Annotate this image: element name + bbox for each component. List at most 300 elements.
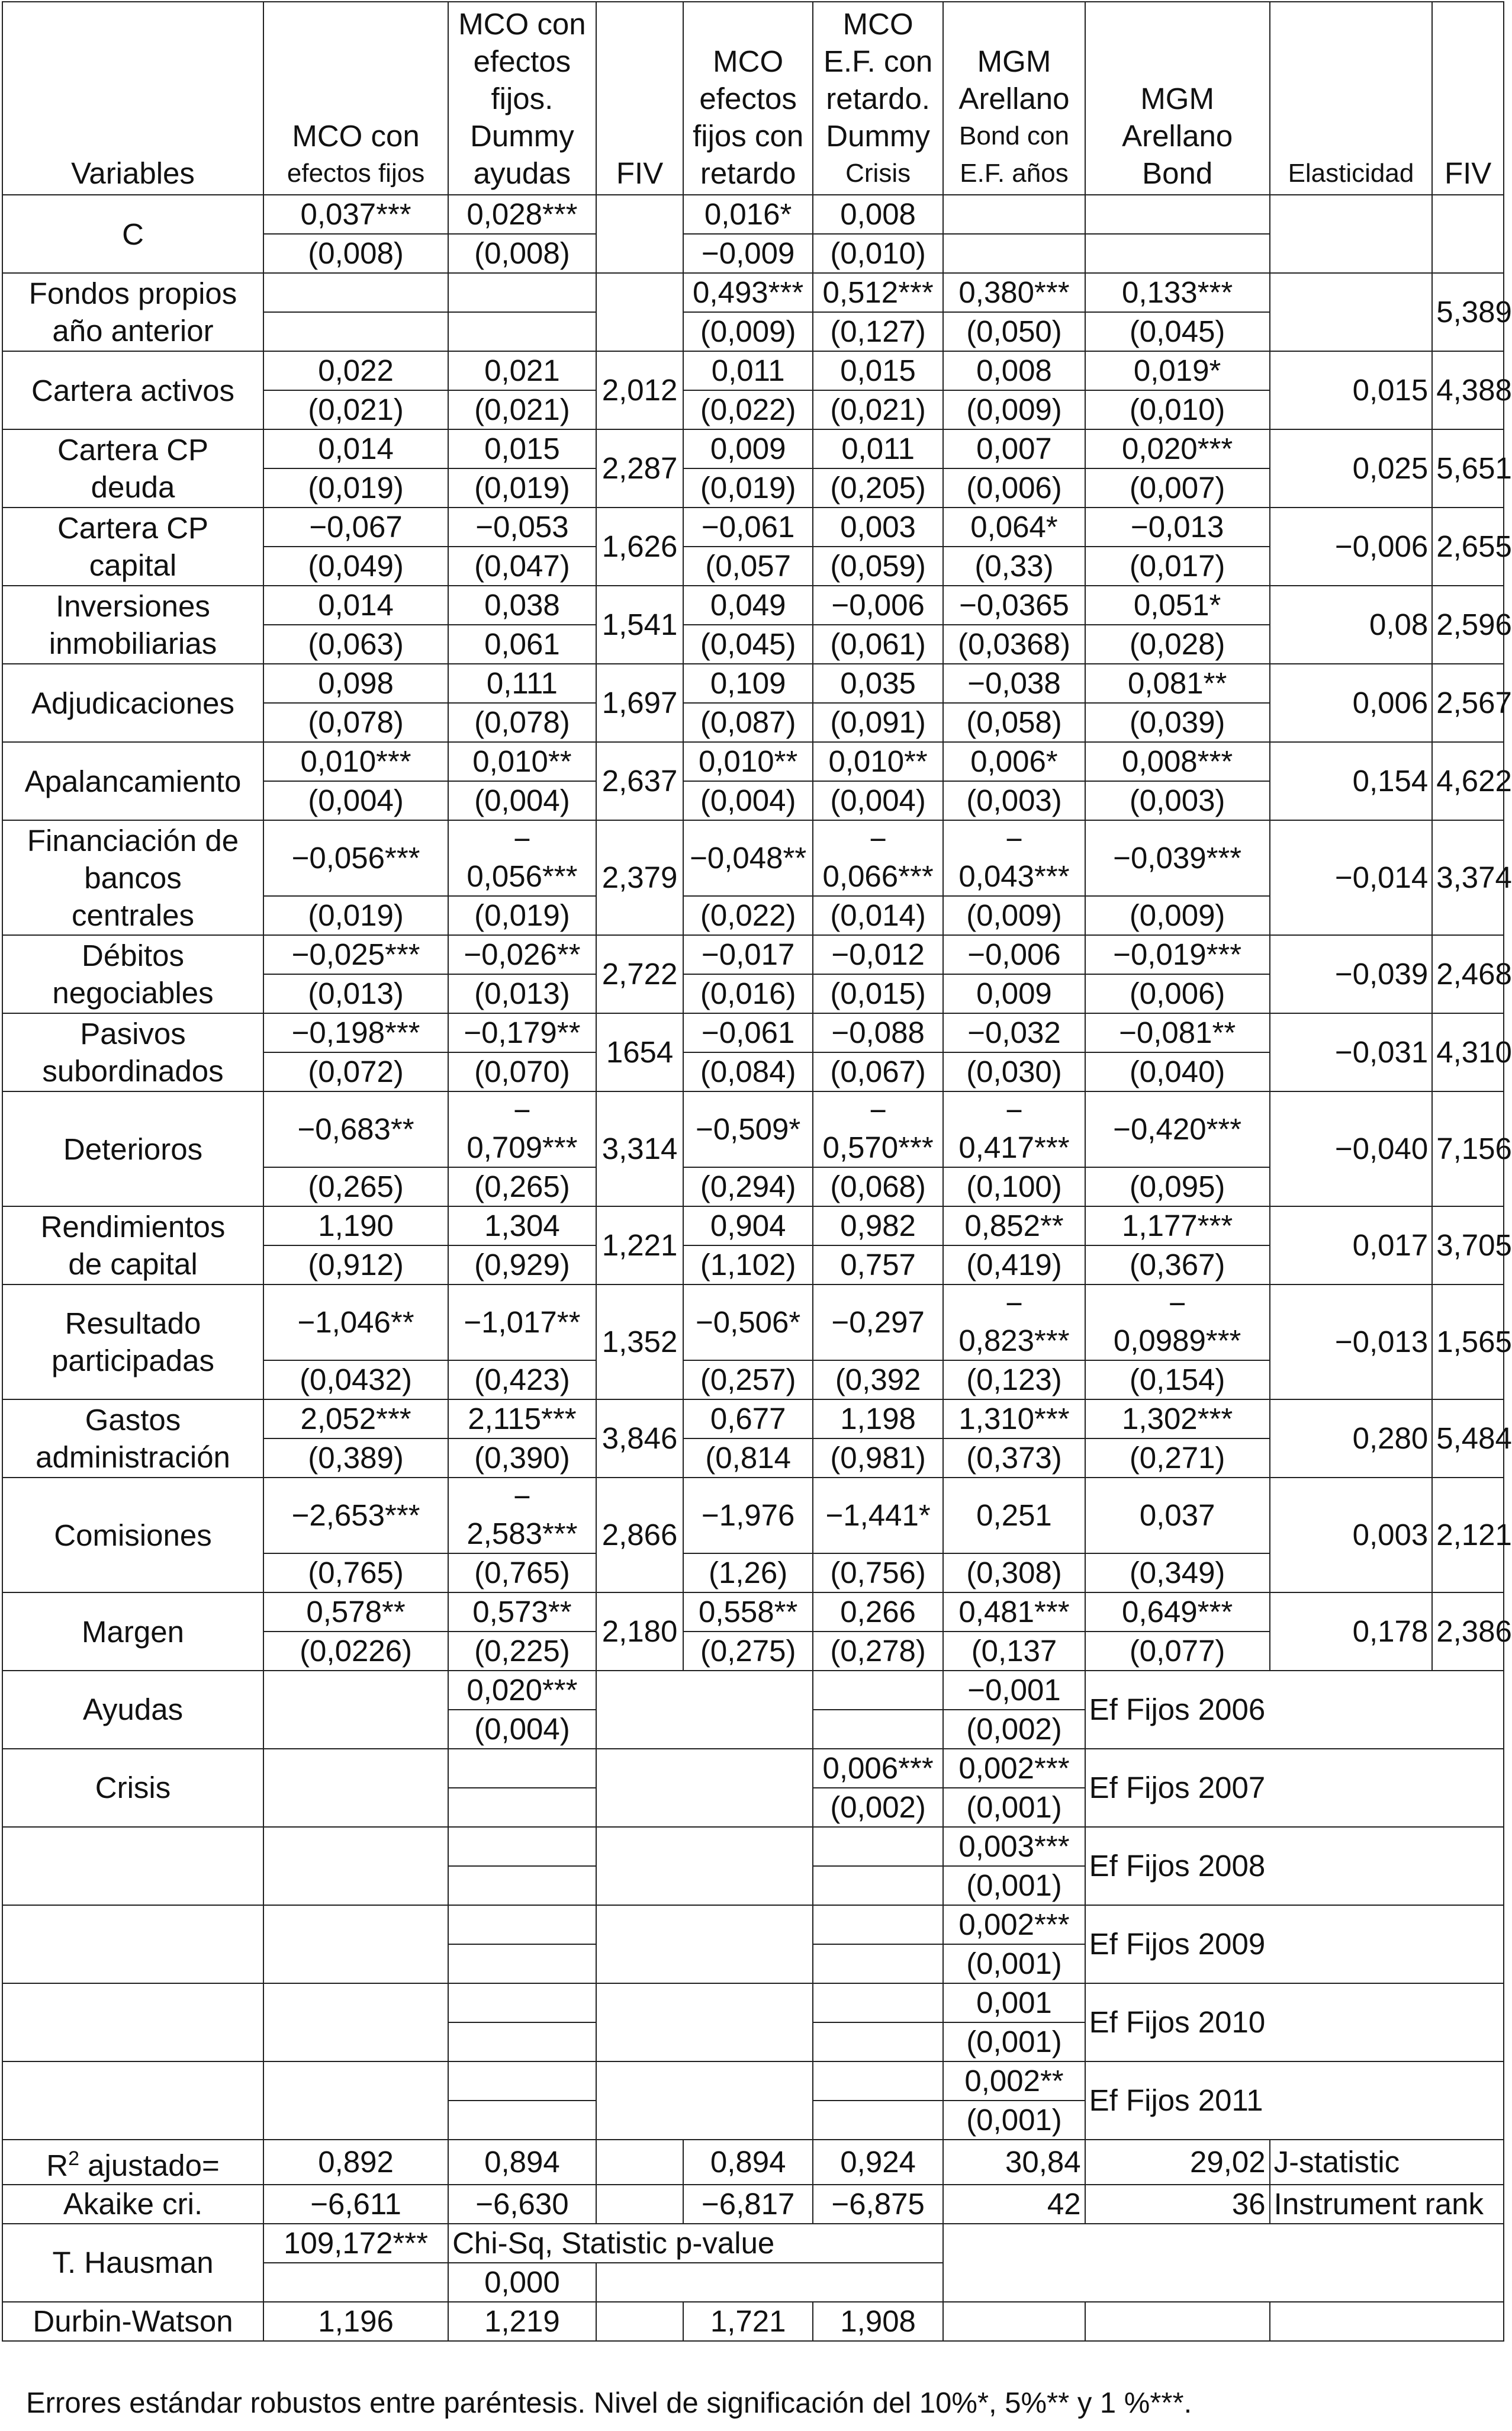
empty-cell (596, 1749, 813, 1827)
dummy-std-error-cell: (0,002) (813, 1788, 944, 1827)
dummy-std-error-cell: (0,001) (943, 1866, 1085, 1905)
std-error-cell: (0,008) (263, 234, 448, 273)
std-error-cell (1085, 234, 1270, 273)
std-error-cell: (0,072) (263, 1052, 448, 1091)
table-row (2, 1827, 1504, 1866)
hausman-value: 109,172*** (263, 2224, 448, 2263)
fiv2-cell: 3,705 (1432, 1206, 1504, 1284)
coefficient-cell: − 0,0989*** (1085, 1284, 1270, 1360)
table-row (2, 1206, 1504, 1245)
coefficient-cell: −0,013 (1085, 508, 1270, 547)
coefficient-cell: 0,019* (1085, 351, 1270, 390)
std-error-cell (943, 234, 1085, 273)
coefficient-cell: −0,006 (943, 935, 1085, 974)
fiv2-cell: 2,596 (1432, 586, 1504, 664)
coefficient-cell: 0,014 (263, 429, 448, 468)
coefficient-cell: −0,019*** (1085, 935, 1270, 974)
statistic-cell: 30,84 (943, 2140, 1085, 2185)
elasticity-cell: −0,040 (1270, 1091, 1433, 1206)
std-error-cell: (0,981) (813, 1438, 944, 1478)
fiv-cell: 3,314 (596, 1091, 684, 1206)
std-error-cell: (0,019) (263, 468, 448, 508)
statistic-cell: 36 (1085, 2185, 1270, 2224)
header-line: Bond (1142, 156, 1213, 190)
table-row (2, 1671, 1504, 1710)
std-error-cell: (0,059) (813, 547, 944, 586)
coefficient-cell: − 0,066*** (813, 820, 944, 896)
table-row (2, 1091, 1504, 1167)
coefficient-cell: −0,506* (683, 1284, 812, 1360)
fiv-cell: 3,846 (596, 1399, 684, 1478)
empty-cell (263, 2263, 448, 2302)
coefficient-cell: 0,008 (943, 351, 1085, 390)
std-error-cell: (1,102) (683, 1245, 812, 1284)
header-line: MCO (842, 7, 913, 41)
coefficient-cell: −0,056*** (263, 820, 448, 896)
coefficient-cell: −0,012 (813, 935, 944, 974)
statistic-cell: 42 (943, 2185, 1085, 2224)
dummy-std-error-cell (813, 2101, 944, 2140)
header-line: ayudas (473, 156, 571, 190)
table-row (2, 1478, 1504, 1553)
std-error-cell: 0,061 (448, 625, 596, 664)
std-error-cell: (0,265) (263, 1167, 448, 1206)
std-error-cell: (0,004) (263, 781, 448, 820)
table-row (2, 2061, 1504, 2101)
std-error-cell: (0,045) (1085, 312, 1270, 351)
dummy-coefficient-cell (813, 1983, 944, 2022)
coefficient-cell: 0,007 (943, 429, 1085, 468)
elasticity-cell: 0,178 (1270, 1592, 1433, 1671)
std-error-cell: (0,003) (943, 781, 1085, 820)
coefficient-cell: 0,037 (1085, 1478, 1270, 1553)
header-gmm-fixed-years (943, 2, 1085, 195)
coefficient-cell: − 2,583*** (448, 1478, 596, 1553)
variable-label: C (2, 195, 263, 273)
fixed-effect-label: Ef Fijos 2009 (1085, 1905, 1504, 1983)
table-row (2, 586, 1504, 625)
std-error-cell: (0,058) (943, 703, 1085, 742)
std-error-cell: (0,0368) (943, 625, 1085, 664)
table-row (2, 273, 1504, 312)
coefficient-cell: 0,380*** (943, 273, 1085, 312)
coefficient-cell: 0,028*** (448, 195, 596, 234)
hausman-description: Chi-Sq, Statistic p-value (448, 2224, 943, 2263)
variable-label: Adjudicaciones (2, 664, 263, 742)
fiv2-cell: 5,389 (1432, 273, 1504, 351)
coefficient-cell: −0,509* (683, 1091, 812, 1167)
coefficient-cell: −0,088 (813, 1013, 944, 1052)
fiv2-cell: 7,156 (1432, 1091, 1504, 1206)
dummy-std-error-cell (448, 2022, 596, 2061)
statistic-cell: 0,892 (263, 2140, 448, 2185)
std-error-cell: (0,33) (943, 547, 1085, 586)
std-error-cell: (0,019) (448, 896, 596, 935)
fiv-cell (596, 273, 684, 351)
header-row (2, 2, 1504, 195)
std-error-cell: (0,008) (448, 234, 596, 273)
coefficient-cell: 0,049 (683, 586, 812, 625)
std-error-cell: (0,004) (683, 781, 812, 820)
std-error-cell: (0,039) (1085, 703, 1270, 742)
coefficient-cell: −0,053 (448, 508, 596, 547)
table-row (2, 935, 1504, 974)
std-error-cell: (0,389) (263, 1438, 448, 1478)
fiv-cell (596, 195, 684, 273)
coefficient-cell: −0,032 (943, 1013, 1085, 1052)
fiv-cell: 2,012 (596, 351, 684, 429)
dummy-coefficient-cell (813, 1827, 944, 1866)
header-mco-lag (683, 2, 812, 195)
elasticity-cell: 0,017 (1270, 1206, 1433, 1284)
coefficient-cell: −2,653*** (263, 1478, 448, 1553)
coefficient-cell: − 0,056*** (448, 820, 596, 896)
std-error-cell: (0,022) (683, 390, 812, 429)
variable-label: Ayudas (2, 1671, 263, 1749)
std-error-cell: (0,021) (448, 390, 596, 429)
dummy-std-error-cell: (0,001) (943, 1788, 1085, 1827)
std-error-cell: (0,014) (813, 896, 944, 935)
std-error-cell: (0,078) (263, 703, 448, 742)
dummy-coefficient-cell: 0,003*** (943, 1827, 1085, 1866)
table-row (2, 664, 1504, 703)
empty-cell (263, 1671, 448, 1749)
std-error-cell: (0,004) (448, 781, 596, 820)
dummy-std-error-cell (448, 1788, 596, 1827)
variable-label: Rendimientos de capital (2, 1206, 263, 1284)
empty-cell (943, 2224, 1504, 2302)
dummy-coefficient-cell (813, 1671, 944, 1710)
std-error-cell: (0,047) (448, 547, 596, 586)
coefficient-cell: −0,420*** (1085, 1091, 1270, 1167)
statistic-label-right: J-statistic (1270, 2140, 1504, 2185)
std-error-cell: (0,009) (943, 896, 1085, 935)
statistic-cell: −6,817 (683, 2185, 812, 2224)
coefficient-cell: 0,512*** (813, 273, 944, 312)
statistic-cell: 1,219 (448, 2302, 596, 2341)
std-error-cell: (0,016) (683, 974, 812, 1013)
header-line: Crisis (845, 159, 911, 188)
dummy-coefficient-cell: 0,020*** (448, 1671, 596, 1710)
coefficient-cell: −0,0365 (943, 586, 1085, 625)
variable-label: Inversiones inmobiliarias (2, 586, 263, 664)
table-row (2, 1284, 1504, 1360)
fiv-cell: 2,379 (596, 820, 684, 935)
coefficient-cell: 0,021 (448, 351, 596, 390)
std-error-cell: (0,061) (813, 625, 944, 664)
coefficient-cell: 0,251 (943, 1478, 1085, 1553)
dummy-coefficient-cell: 0,001 (943, 1983, 1085, 2022)
coefficient-cell: −0,081** (1085, 1013, 1270, 1052)
std-error-cell: (0,756) (813, 1553, 944, 1592)
dummy-coefficient-cell: 0,002** (943, 2061, 1085, 2101)
fiv2-cell: 4,310 (1432, 1013, 1504, 1091)
variable-label: Débitos negociables (2, 935, 263, 1013)
std-error-cell: (0,373) (943, 1438, 1085, 1478)
variable-label: Crisis (2, 1749, 263, 1827)
coefficient-cell: −1,976 (683, 1478, 812, 1553)
variable-label: Gastos administración (2, 1399, 263, 1478)
variable-label (2, 1905, 263, 1983)
coefficient-cell: 0,016* (683, 195, 812, 234)
std-error-cell: (0,100) (943, 1167, 1085, 1206)
coefficient-cell: 1,198 (813, 1399, 944, 1438)
variable-label: Margen (2, 1592, 263, 1671)
coefficient-cell: 0,111 (448, 664, 596, 703)
elasticity-cell: −0,031 (1270, 1013, 1433, 1091)
fiv-cell: 1,697 (596, 664, 684, 742)
statistic-cell: 29,02 (1085, 2140, 1270, 2185)
header-line: E.F. con (823, 44, 933, 78)
dummy-coefficient-cell: −0,001 (943, 1671, 1085, 1710)
empty-cell (263, 1749, 448, 1827)
header-elasticity: Elasticidad (1270, 2, 1433, 195)
dummy-coefficient-cell (448, 1905, 596, 1944)
header-mco-dummy-aid (448, 2, 596, 195)
std-error-cell: (0,017) (1085, 547, 1270, 586)
dummy-std-error-cell (813, 1944, 944, 1983)
table-row (2, 508, 1504, 547)
table-row (2, 195, 1504, 234)
variable-label: Financiación de bancos centrales (2, 820, 263, 935)
header-line: E.F. años (960, 159, 1069, 188)
variable-label: Pasivos subordinados (2, 1013, 263, 1091)
std-error-cell: (0,013) (263, 974, 448, 1013)
elasticity-cell (1270, 273, 1433, 351)
coefficient-cell: 0,037*** (263, 195, 448, 234)
coefficient-cell (448, 273, 596, 312)
coefficient-cell: 1,310*** (943, 1399, 1085, 1438)
header-line: retardo. (826, 82, 930, 115)
empty-cell (596, 2185, 684, 2224)
std-error-cell: (0,010) (813, 234, 944, 273)
elasticity-cell: 0,025 (1270, 429, 1433, 508)
fiv-cell: 2,180 (596, 1592, 684, 1671)
dummy-std-error-cell (813, 1710, 944, 1749)
dummy-coefficient-cell (448, 2061, 596, 2101)
std-error-cell: (0,021) (263, 390, 448, 429)
variable-label: Apalancamiento (2, 742, 263, 820)
std-error-cell: (0,007) (1085, 468, 1270, 508)
coefficient-cell: − 0,570*** (813, 1091, 944, 1167)
coefficient-cell: 0,982 (813, 1206, 944, 1245)
coefficient-cell: 0,098 (263, 664, 448, 703)
std-error-cell (263, 312, 448, 351)
std-error-cell: (0,225) (448, 1632, 596, 1671)
elasticity-cell: 0,08 (1270, 586, 1433, 664)
fiv2-cell: 2,655 (1432, 508, 1504, 586)
coefficient-cell: 1,190 (263, 1206, 448, 1245)
variable-label (2, 2061, 263, 2140)
dummy-std-error-cell (813, 1866, 944, 1905)
std-error-cell: (0,049) (263, 547, 448, 586)
fiv2-cell: 2,121 (1432, 1478, 1504, 1592)
table-row (2, 742, 1504, 781)
statistic-cell: −6,630 (448, 2185, 596, 2224)
std-error-cell: (0,349) (1085, 1553, 1270, 1592)
std-error-cell: (0,257) (683, 1360, 812, 1399)
coefficient-cell: 0,015 (448, 429, 596, 468)
elasticity-cell: 0,015 (1270, 351, 1433, 429)
empty-cell (1270, 2302, 1504, 2341)
header-variables: Variables (2, 2, 263, 195)
coefficient-cell (1085, 195, 1270, 234)
empty-cell (263, 1905, 448, 1983)
empty-cell (596, 2140, 684, 2185)
header-line: MCO con (292, 119, 420, 153)
coefficient-cell: −0,198*** (263, 1013, 448, 1052)
coefficient-cell: 0,133*** (1085, 273, 1270, 312)
statistic-label: Durbin-Watson (2, 2302, 263, 2341)
empty-cell (596, 2263, 944, 2302)
fiv2-cell: 4,388 (1432, 351, 1504, 429)
std-error-cell: (0,009) (943, 390, 1085, 429)
std-error-cell: (0,050) (943, 312, 1085, 351)
dummy-std-error-cell: (0,004) (448, 1710, 596, 1749)
table-row (2, 1983, 1504, 2022)
std-error-cell: (0,013) (448, 974, 596, 1013)
statistic-cell: 0,924 (813, 2140, 944, 2185)
std-error-cell: (0,423) (448, 1360, 596, 1399)
coefficient-cell: 0,009 (683, 429, 812, 468)
fiv-cell: 1,541 (596, 586, 684, 664)
std-error-cell: (0,019) (448, 468, 596, 508)
coefficient-cell: −0,026** (448, 935, 596, 974)
variable-label: Cartera activos (2, 351, 263, 429)
fiv2-cell: 2,468 (1432, 935, 1504, 1013)
coefficient-cell: −0,061 (683, 1013, 812, 1052)
coefficient-cell: 0,011 (813, 429, 944, 468)
statistic-cell: 1,908 (813, 2302, 944, 2341)
std-error-cell: (0,067) (813, 1052, 944, 1091)
std-error-cell: (0,087) (683, 703, 812, 742)
elasticity-cell: −0,006 (1270, 508, 1433, 586)
fiv-cell: 1,221 (596, 1206, 684, 1284)
coefficient-cell: 0,481*** (943, 1592, 1085, 1632)
table-row (2, 2185, 1504, 2224)
coefficient-cell: 0,035 (813, 664, 944, 703)
std-error-cell: 0,757 (813, 1245, 944, 1284)
variable-label: Cartera CP capital (2, 508, 263, 586)
fiv-cell: 2,722 (596, 935, 684, 1013)
elasticity-cell: 0,003 (1270, 1478, 1433, 1592)
coefficient-cell: −0,039*** (1085, 820, 1270, 896)
elasticity-cell: 0,006 (1270, 664, 1433, 742)
fiv-cell: 1,352 (596, 1284, 684, 1399)
coefficient-cell: 0,038 (448, 586, 596, 625)
coefficient-cell: −0,297 (813, 1284, 944, 1360)
fiv-cell: 2,637 (596, 742, 684, 820)
dummy-std-error-cell (813, 2022, 944, 2061)
variable-label (2, 1983, 263, 2061)
std-error-cell: (0,765) (448, 1553, 596, 1592)
dummy-std-error-cell (448, 1866, 596, 1905)
std-error-cell: (0,765) (263, 1553, 448, 1592)
empty-cell (596, 2061, 813, 2140)
fiv2-cell: 5,484 (1432, 1399, 1504, 1478)
std-error-cell: (0,271) (1085, 1438, 1270, 1478)
fixed-effect-label: Ef Fijos 2011 (1085, 2061, 1504, 2140)
std-error-cell: (0,019) (683, 468, 812, 508)
coefficient-cell: 1,304 (448, 1206, 596, 1245)
coefficient-cell: 0,904 (683, 1206, 812, 1245)
header-line: fijos. (491, 82, 554, 115)
std-error-cell: (0,030) (943, 1052, 1085, 1091)
std-error-cell: (0,392 (813, 1360, 944, 1399)
header-gmm-arellano-bond (1085, 2, 1270, 195)
table-row (2, 2224, 1504, 2263)
std-error-cell: (0,294) (683, 1167, 812, 1206)
fixed-effect-label: Ef Fijos 2010 (1085, 1983, 1504, 2061)
dummy-coefficient-cell (448, 1827, 596, 1866)
coefficient-cell: 0,558** (683, 1592, 812, 1632)
r2-symbol: R (46, 2149, 69, 2182)
std-error-cell: (0,006) (943, 468, 1085, 508)
coefficient-cell: 0,008*** (1085, 742, 1270, 781)
coefficient-cell: 0,649*** (1085, 1592, 1270, 1632)
coefficient-cell: 0,010** (683, 742, 812, 781)
std-error-cell: (0,278) (813, 1632, 944, 1671)
statistic-cell: 0,894 (683, 2140, 812, 2185)
dummy-std-error-cell: (0,001) (943, 1944, 1085, 1983)
variable-label: Comisiones (2, 1478, 263, 1592)
r2-superscript: 2 (68, 2147, 79, 2170)
std-error-cell: (0,057 (683, 547, 812, 586)
statistic-cell: −6,875 (813, 2185, 944, 2224)
fixed-effect-label: Ef Fijos 2006 (1085, 1671, 1504, 1749)
coefficient-cell: 0,064* (943, 508, 1085, 547)
coefficient-cell: −1,441* (813, 1478, 944, 1553)
std-error-cell: (0,022) (683, 896, 812, 935)
coefficient-cell: 0,010** (448, 742, 596, 781)
coefficient-cell: −0,061 (683, 508, 812, 547)
std-error-cell: (0,068) (813, 1167, 944, 1206)
elasticity-cell: 0,280 (1270, 1399, 1433, 1478)
coefficient-cell: 0,008 (813, 195, 944, 234)
elasticity-cell: −0,039 (1270, 935, 1433, 1013)
fiv2-cell: 1,565 (1432, 1284, 1504, 1399)
dummy-coefficient-cell (813, 1905, 944, 1944)
header-line: MGM (1140, 82, 1214, 115)
coefficient-cell: − 0,417*** (943, 1091, 1085, 1167)
header-mco-fixed-effects (263, 2, 448, 195)
std-error-cell: (0,021) (813, 390, 944, 429)
coefficient-cell: −0,006 (813, 586, 944, 625)
table-row (2, 820, 1504, 896)
coefficient-cell: 0,022 (263, 351, 448, 390)
variable-label: Cartera CP deuda (2, 429, 263, 508)
coefficient-cell (263, 273, 448, 312)
std-error-cell: (0,077) (1085, 1632, 1270, 1671)
dummy-coefficient-cell: 0,006*** (813, 1749, 944, 1788)
std-error-cell: (0,084) (683, 1052, 812, 1091)
std-error-cell: (0,390) (448, 1438, 596, 1478)
header-line: retardo (700, 156, 796, 190)
table-row (2, 2302, 1504, 2341)
std-error-cell: (0,814 (683, 1438, 812, 1478)
std-error-cell: (0,091) (813, 703, 944, 742)
std-error-cell: (0,0432) (263, 1360, 448, 1399)
header-line: Arellano (958, 82, 1070, 115)
header-line: MCO con (458, 7, 586, 41)
statistic-label (2, 2140, 263, 2185)
empty-cell (596, 1905, 813, 1983)
coefficient-cell: −0,025*** (263, 935, 448, 974)
r2-label-rest: ajustado= (79, 2149, 220, 2182)
dummy-coefficient-cell (813, 2061, 944, 2101)
std-error-cell: (0,078) (448, 703, 596, 742)
header-fiv-2: FIV (1432, 2, 1504, 195)
